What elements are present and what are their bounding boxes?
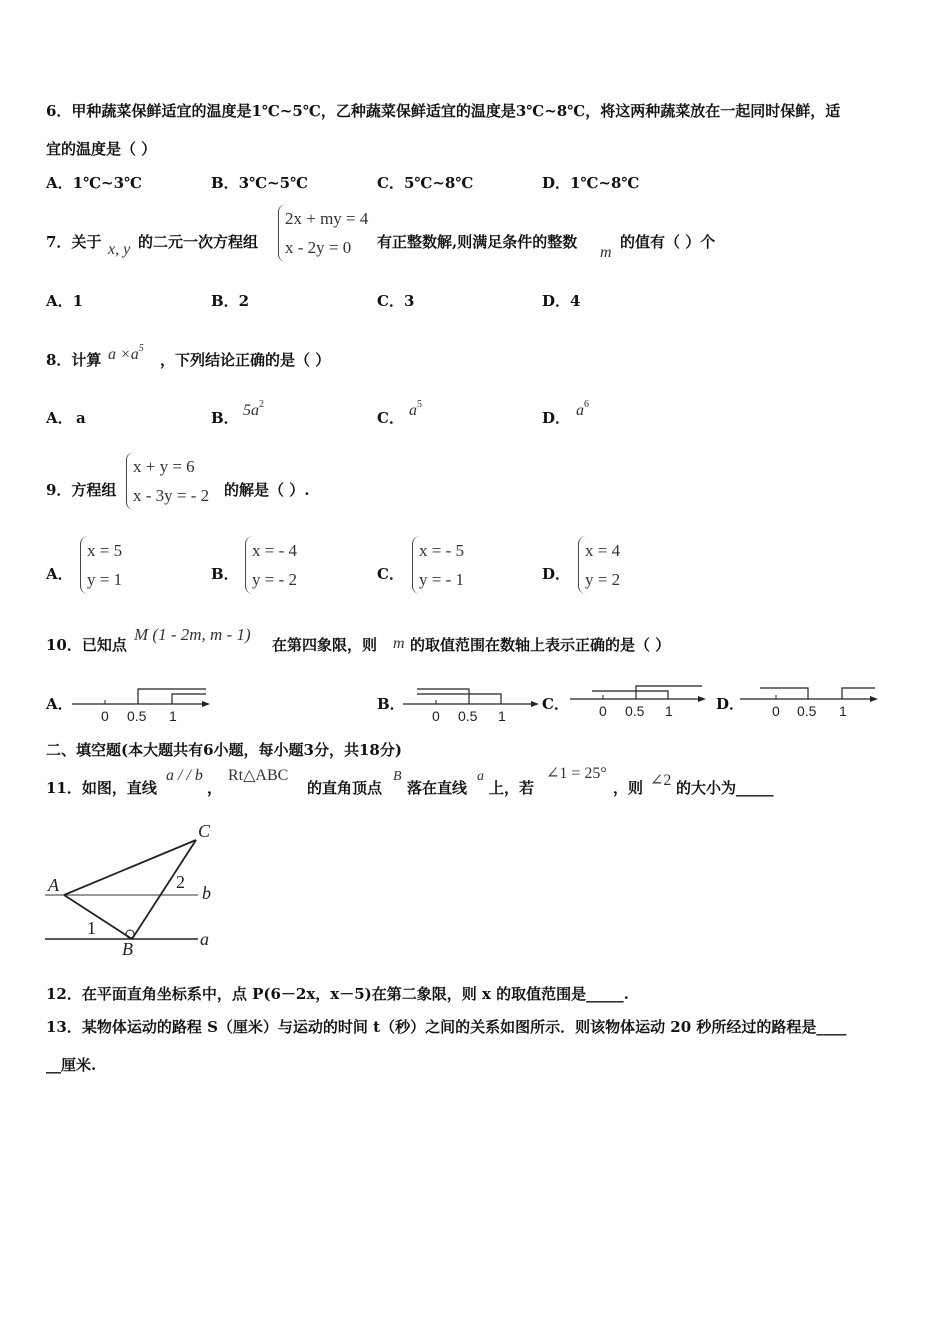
q9-option-d: x = 4 y = 2 — [578, 536, 620, 594]
q11-t1: 的直角顶点 — [307, 779, 383, 797]
q12-text: 12．在平面直角坐标系中，点 P(6－2x，x－5)在第二象限，则 x 的取值范围是_____. — [46, 985, 629, 1003]
svg-text:0: 0 — [432, 708, 440, 724]
q8-expression: $a \times a^5$ — [108, 343, 144, 363]
q9-option-a: x = 5 y = 1 — [80, 536, 122, 594]
q8-label-c: C． — [377, 409, 404, 427]
fig-label-angle2: 2 — [176, 872, 185, 892]
q7-eq2: x - 2y = 0 — [285, 238, 352, 257]
q10-label-c: C． — [542, 695, 569, 713]
fig-label-line-a: a — [200, 929, 209, 949]
q8-label-d: D． — [542, 409, 571, 427]
q11-angle2: ∠2 — [650, 772, 672, 789]
q9-eq1: x + y = 6 — [133, 457, 195, 476]
q7-equation-system — [278, 204, 368, 262]
q9-label-b: B． — [211, 565, 239, 583]
q8-label-a: A． — [46, 409, 73, 427]
q9-suffix: 的解是（ ）. — [224, 481, 310, 499]
q6-option-a: A．1℃~3℃ — [46, 174, 143, 192]
q9-option-b: x = - 4 y = - 2 — [245, 536, 297, 594]
q7-vars: x, y — [108, 241, 131, 258]
q7-option-d: D．4 — [542, 292, 581, 310]
q10-var-m: m — [393, 635, 405, 652]
q11-triangle: Rt△ABC — [228, 767, 289, 784]
q7-option-a: A．1 — [46, 292, 84, 310]
q8-option-c: $a^5$ — [409, 399, 422, 419]
q10-suffix: 的取值范围在数轴上表示正确的是（ ） — [410, 636, 671, 654]
q10-mid: 在第四象限，则 — [272, 636, 378, 654]
q9-eq2: x - 3y = - 2 — [133, 486, 210, 505]
fig-label-angle1: 1 — [87, 918, 96, 938]
q9-label-a: A． — [46, 565, 73, 583]
q10-numberline-b — [403, 685, 543, 725]
svg-text:0: 0 — [101, 708, 109, 724]
fig-label-c-vertex: C — [198, 821, 211, 841]
q10-numberline-c — [570, 680, 710, 720]
q6-option-d: D．1℃~8℃ — [542, 174, 640, 192]
q13-line2: __厘米. — [46, 1056, 97, 1074]
q11-t3: 上，若 — [489, 779, 535, 797]
svg-text:1: 1 — [665, 703, 673, 719]
q11-t5: 的大小为_____ — [676, 779, 774, 797]
q7-option-b: B．2 — [211, 292, 250, 310]
q11-figure — [40, 815, 230, 960]
section-2-heading: 二、填空题(本大题共有6小题，每小题3分，共18分) — [46, 741, 402, 759]
svg-text:1: 1 — [498, 708, 506, 724]
svg-text:1: 1 — [839, 703, 847, 719]
q6-line2: 宜的温度是（ ） — [46, 140, 157, 158]
q11-comma: ， — [207, 779, 223, 797]
fig-label-line-b: b — [202, 883, 211, 903]
q8-option-a: a — [76, 409, 86, 427]
side-bc — [132, 840, 196, 939]
q7-option-c: C．3 — [377, 292, 415, 310]
q7-prefix: 7．关于 — [46, 233, 102, 251]
q6-line1: 6．甲种蔬菜保鲜适宜的温度是1℃~5℃，乙种蔬菜保鲜适宜的温度是3℃~8℃，将这两种蔬菜放在一起同时保鲜，适 — [46, 102, 841, 120]
q10-label-d: D． — [716, 695, 745, 713]
q6-option-c: C．5℃~8℃ — [377, 174, 474, 192]
svg-text:0.5: 0.5 — [797, 703, 817, 719]
q13-line1: 13．某物体运动的路程 S（厘米）与运动的时间 t（秒）之间的关系如图所示．则该物体运动 20 秒所经过的路程是____ — [46, 1018, 847, 1036]
q9-label-d: D． — [542, 565, 571, 583]
q11-angle1: ∠1 = 25° — [546, 765, 607, 782]
q7-eq1: 2x + my = 4 — [285, 209, 369, 228]
svg-text:0.5: 0.5 — [458, 708, 478, 724]
q11-vertex-b: B — [393, 769, 402, 784]
q11-line-a: a — [477, 769, 484, 784]
q10-numberline-d — [740, 680, 885, 720]
q7-end: 的值有（ ）个 — [620, 233, 716, 251]
q9-option-c: x = - 5 y = - 1 — [412, 536, 464, 594]
fig-label-b-vertex: B — [122, 939, 133, 959]
fig-label-a-vertex: A — [48, 875, 59, 895]
q10-point: M (1 - 2m, m - 1) — [134, 625, 251, 644]
q10-label-b: B． — [377, 695, 405, 713]
q8-option-b: $5a^2$ — [243, 399, 264, 419]
q10-numberline-a — [72, 685, 212, 725]
q10-prefix: 10．已知点 — [46, 636, 127, 654]
svg-text:1: 1 — [169, 708, 177, 724]
svg-text:0.5: 0.5 — [625, 703, 645, 719]
q10-label-a: A． — [46, 695, 73, 713]
q8-suffix: ，下列结论正确的是（ ） — [160, 351, 331, 369]
q11-t2: 落在直线 — [407, 779, 468, 797]
q7-var-m: m — [600, 244, 612, 261]
q9-equation-system — [126, 452, 209, 510]
q8-prefix: 8．计算 — [46, 351, 102, 369]
q9-prefix: 9．方程组 — [46, 481, 117, 499]
q11-prefix: 11．如图，直线 — [46, 779, 157, 797]
q8-label-b: B． — [211, 409, 239, 427]
q11-parallel: a / / b — [166, 767, 203, 784]
q9-label-c: C． — [377, 565, 404, 583]
svg-text:0.5: 0.5 — [127, 708, 147, 724]
q6-option-b: B．3℃~5℃ — [211, 174, 309, 192]
svg-text:0: 0 — [599, 703, 607, 719]
q7-mid: 的二元一次方程组 — [138, 233, 259, 251]
svg-text:0: 0 — [772, 703, 780, 719]
q7-suffix: 有正整数解,则满足条件的整数 — [377, 233, 578, 251]
q8-option-d: $a^6$ — [576, 399, 589, 419]
q11-t4: ，则 — [613, 779, 644, 797]
side-ab — [64, 895, 132, 939]
